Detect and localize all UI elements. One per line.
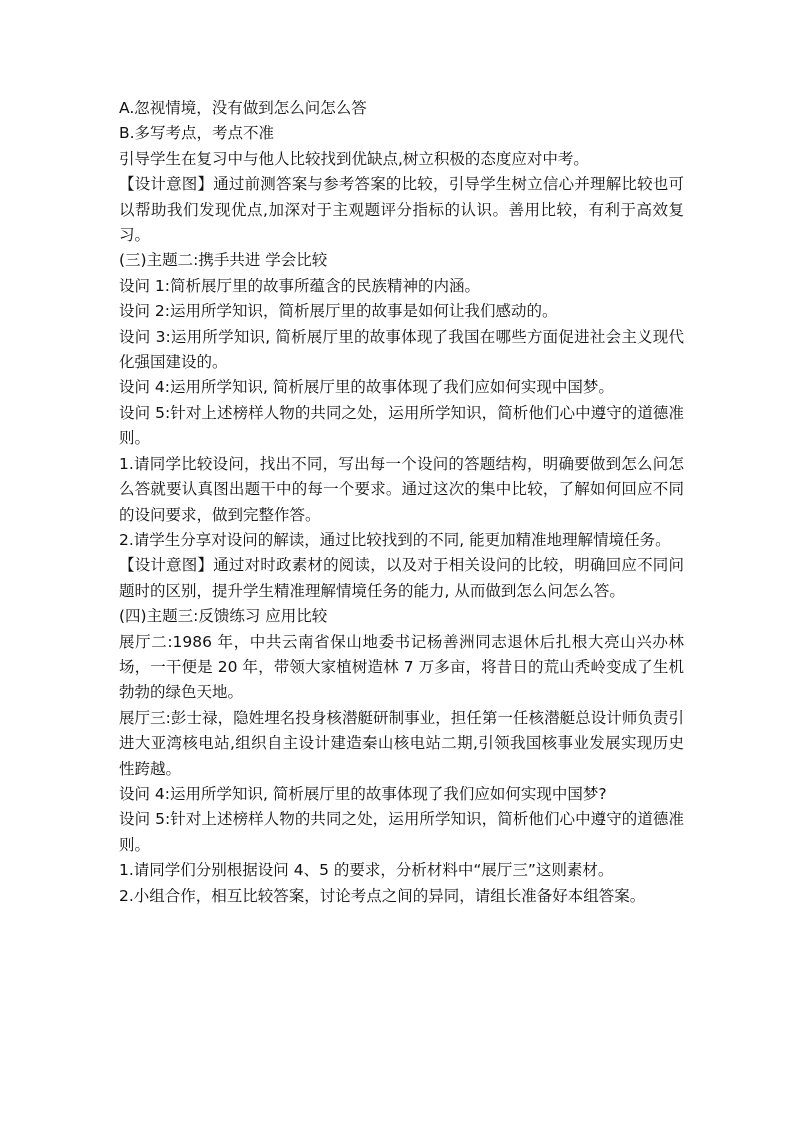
question-4: 设问 4:运用所学知识, 简析展厅里的故事体现了我们应如何实现中国梦。 <box>119 378 614 397</box>
option-a-line: A.忽视情境，没有做到怎么问怎么答 <box>119 99 367 117</box>
section-heading-theme-two: (三)主题二:携手共进 学会比较 <box>119 251 328 270</box>
guidance-paragraph: 引导学生在复习中与他人比较找到优缺点,树立积极的态度应对中考。 <box>119 149 589 168</box>
practice-question-5: 设问 5:针对上述榜样人物的共同之处，运用所学知识，简析他们心中遵守的道德准则。 <box>119 810 684 854</box>
design-intent-paragraph-2: 【设计意图】通过对时政素材的阅读，以及对于相关设问的比较，明确回应不同问题时的区别，提升学生精准理解情境任务的能力, 从而做到怎么问怎么答。 <box>119 556 684 600</box>
section-heading-theme-three: (四)主题三:反馈练习 应用比较 <box>119 607 328 626</box>
design-intent-paragraph-1: 【设计意图】通过前测答案与参考答案的比较，引导学生树立信心并理解比较也可以帮助我们发现优点,加深对于主观题评分指标的认识。善用比较，有利于高效复习。 <box>119 175 684 245</box>
option-b-line: B.多写考点，考点不准 <box>119 124 275 143</box>
activity-step-2: 2.请学生分享对设问的解读，通过比较找到的不同, 能更加精准地理解情境任务。 <box>119 530 671 549</box>
document-body <box>119 96 684 909</box>
practice-step-1: 1.请同学们分别根据设问 4、5 的要求，分析材料中“展厅三”这则素材。 <box>119 861 614 880</box>
question-2: 设问 2:运用所学知识，简析展厅里的故事是如何让我们感动的。 <box>119 302 558 321</box>
question-1: 设问 1:简析展厅里的故事所蕴含的民族精神的内涵。 <box>119 276 481 295</box>
question-5: 设问 5:针对上述榜样人物的共同之处，运用所学知识，简析他们心中遵守的道德准则。 <box>119 403 684 448</box>
exhibit-hall-two: 展厅二:1986 年，中共云南省保山地委书记杨善洲同志退休后扎根大亮山兴办林场，一干便是 20 年，带领大家植树造林 7 万多亩，将昔日的荒山秃岭变成了生机勃勃的绿色天地。 <box>119 632 684 702</box>
question-3: 设问 3:运用所学知识, 简析展厅里的故事体现了我国在哪些方面促进社会主义现代化强国建设的。 <box>119 327 684 372</box>
activity-step-1: 1.请同学比较设问，找出不同，写出每一个设问的答题结构，明确要做到怎么问怎么答就要认真图出题干中的每一个要求。通过这次的集中比较，了解如何回应不同的设问要求，做到完整作答。 <box>119 454 684 524</box>
exhibit-hall-three: 展厅三:彭士禄，隐姓埋名投身核潜艇研制事业，担任第一任核潜艇总设计师负责引进大亚湾核电站,组织自主设计建造秦山核电站二期,引领我国核事业发展实现历史性跨越。 <box>119 708 684 778</box>
practice-step-2: 2.小组合作，相互比较答案，讨论考点之间的异同，请组长准备好本组答案。 <box>119 886 646 905</box>
practice-question-4: 设问 4:运用所学知识, 简析展厅里的故事体现了我们应如何实现中国梦? <box>119 784 607 803</box>
